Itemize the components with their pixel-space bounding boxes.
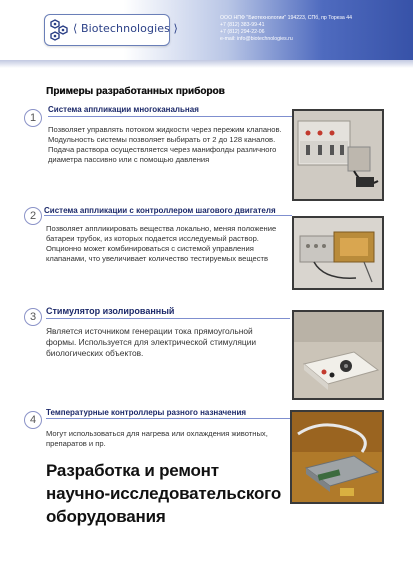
item-description-1: Позволяет управлять потоком жидкости через пережим клапанов. Модульность системы позволяет выбирать от 2 до 128 каналов. Подача раствора осуществляется через манифолды различного диаметра пассивно или с помощью давления [48, 125, 282, 164]
bottom-heading-line-2: научно-исследовательского [46, 484, 282, 503]
page-title: Примеры разработанных приборов [46, 86, 225, 97]
device-image-1 [294, 111, 382, 199]
item-title-2: Система аппликации с контроллером шагового двигателя [44, 206, 276, 215]
item-number-2: 2 [24, 207, 42, 225]
device-image-2 [294, 218, 382, 288]
contact-address: ООО НПФ "Биотехнологии" 194223, СПб, пр Тореза 44 [220, 15, 353, 21]
item-rule-1 [48, 116, 292, 117]
bottom-heading-line-3: оборудования [46, 507, 166, 526]
photo-multichannel-applicator [292, 109, 384, 201]
device-image-4 [292, 412, 382, 502]
header-shadow [0, 60, 413, 68]
photo-isolated-stimulator [292, 310, 384, 400]
contact-phone-1: +7 (812) 383-99-41 [220, 22, 265, 28]
photo-stepper-applicator [292, 216, 384, 290]
bottom-heading-line-1: Разработка и ремонт [46, 461, 219, 480]
item-number-1: 1 [24, 109, 42, 127]
item-number-3: 3 [24, 308, 42, 326]
molecule-logo-icon [49, 18, 71, 42]
contact-email[interactable]: e-mail: info@biotechnologies.ru [220, 36, 293, 42]
logo-text: ⟨ Biotechnologies ⟩ [73, 22, 178, 35]
item-number-4: 4 [24, 411, 42, 429]
item-description-4: Могут использоваться для нагрева или охлаждения животных, препаратов и пр. [46, 429, 268, 448]
photo-temperature-controller [290, 410, 384, 504]
item-title-3: Стимулятор изолированный [46, 306, 175, 316]
item-rule-2 [44, 215, 292, 216]
item-title-1: Система аппликации многоканальная [48, 105, 199, 114]
item-title-4: Температурные контроллеры разного назначения [46, 408, 247, 417]
company-logo[interactable] [44, 14, 178, 46]
contact-block [220, 15, 352, 43]
device-image-3 [294, 312, 382, 398]
item-description-2: Позволяет аппликировать вещества локально, меняя положение батареи трубок, из которых подается исследуемый раствор. Опционно может комбинироваться с системой управления клапанами, что увеличивает количество тестируемых веществ [46, 224, 277, 263]
item-rule-4 [46, 418, 290, 419]
item-description-3: Является источником генерации тока прямоугольной формы. Используется для электрической стимуляции биологических объектов. [46, 326, 257, 358]
bottom-heading [46, 459, 281, 528]
item-rule-3 [46, 318, 290, 319]
contact-phone-2: +7 (812) 294-22-06 [220, 29, 265, 35]
